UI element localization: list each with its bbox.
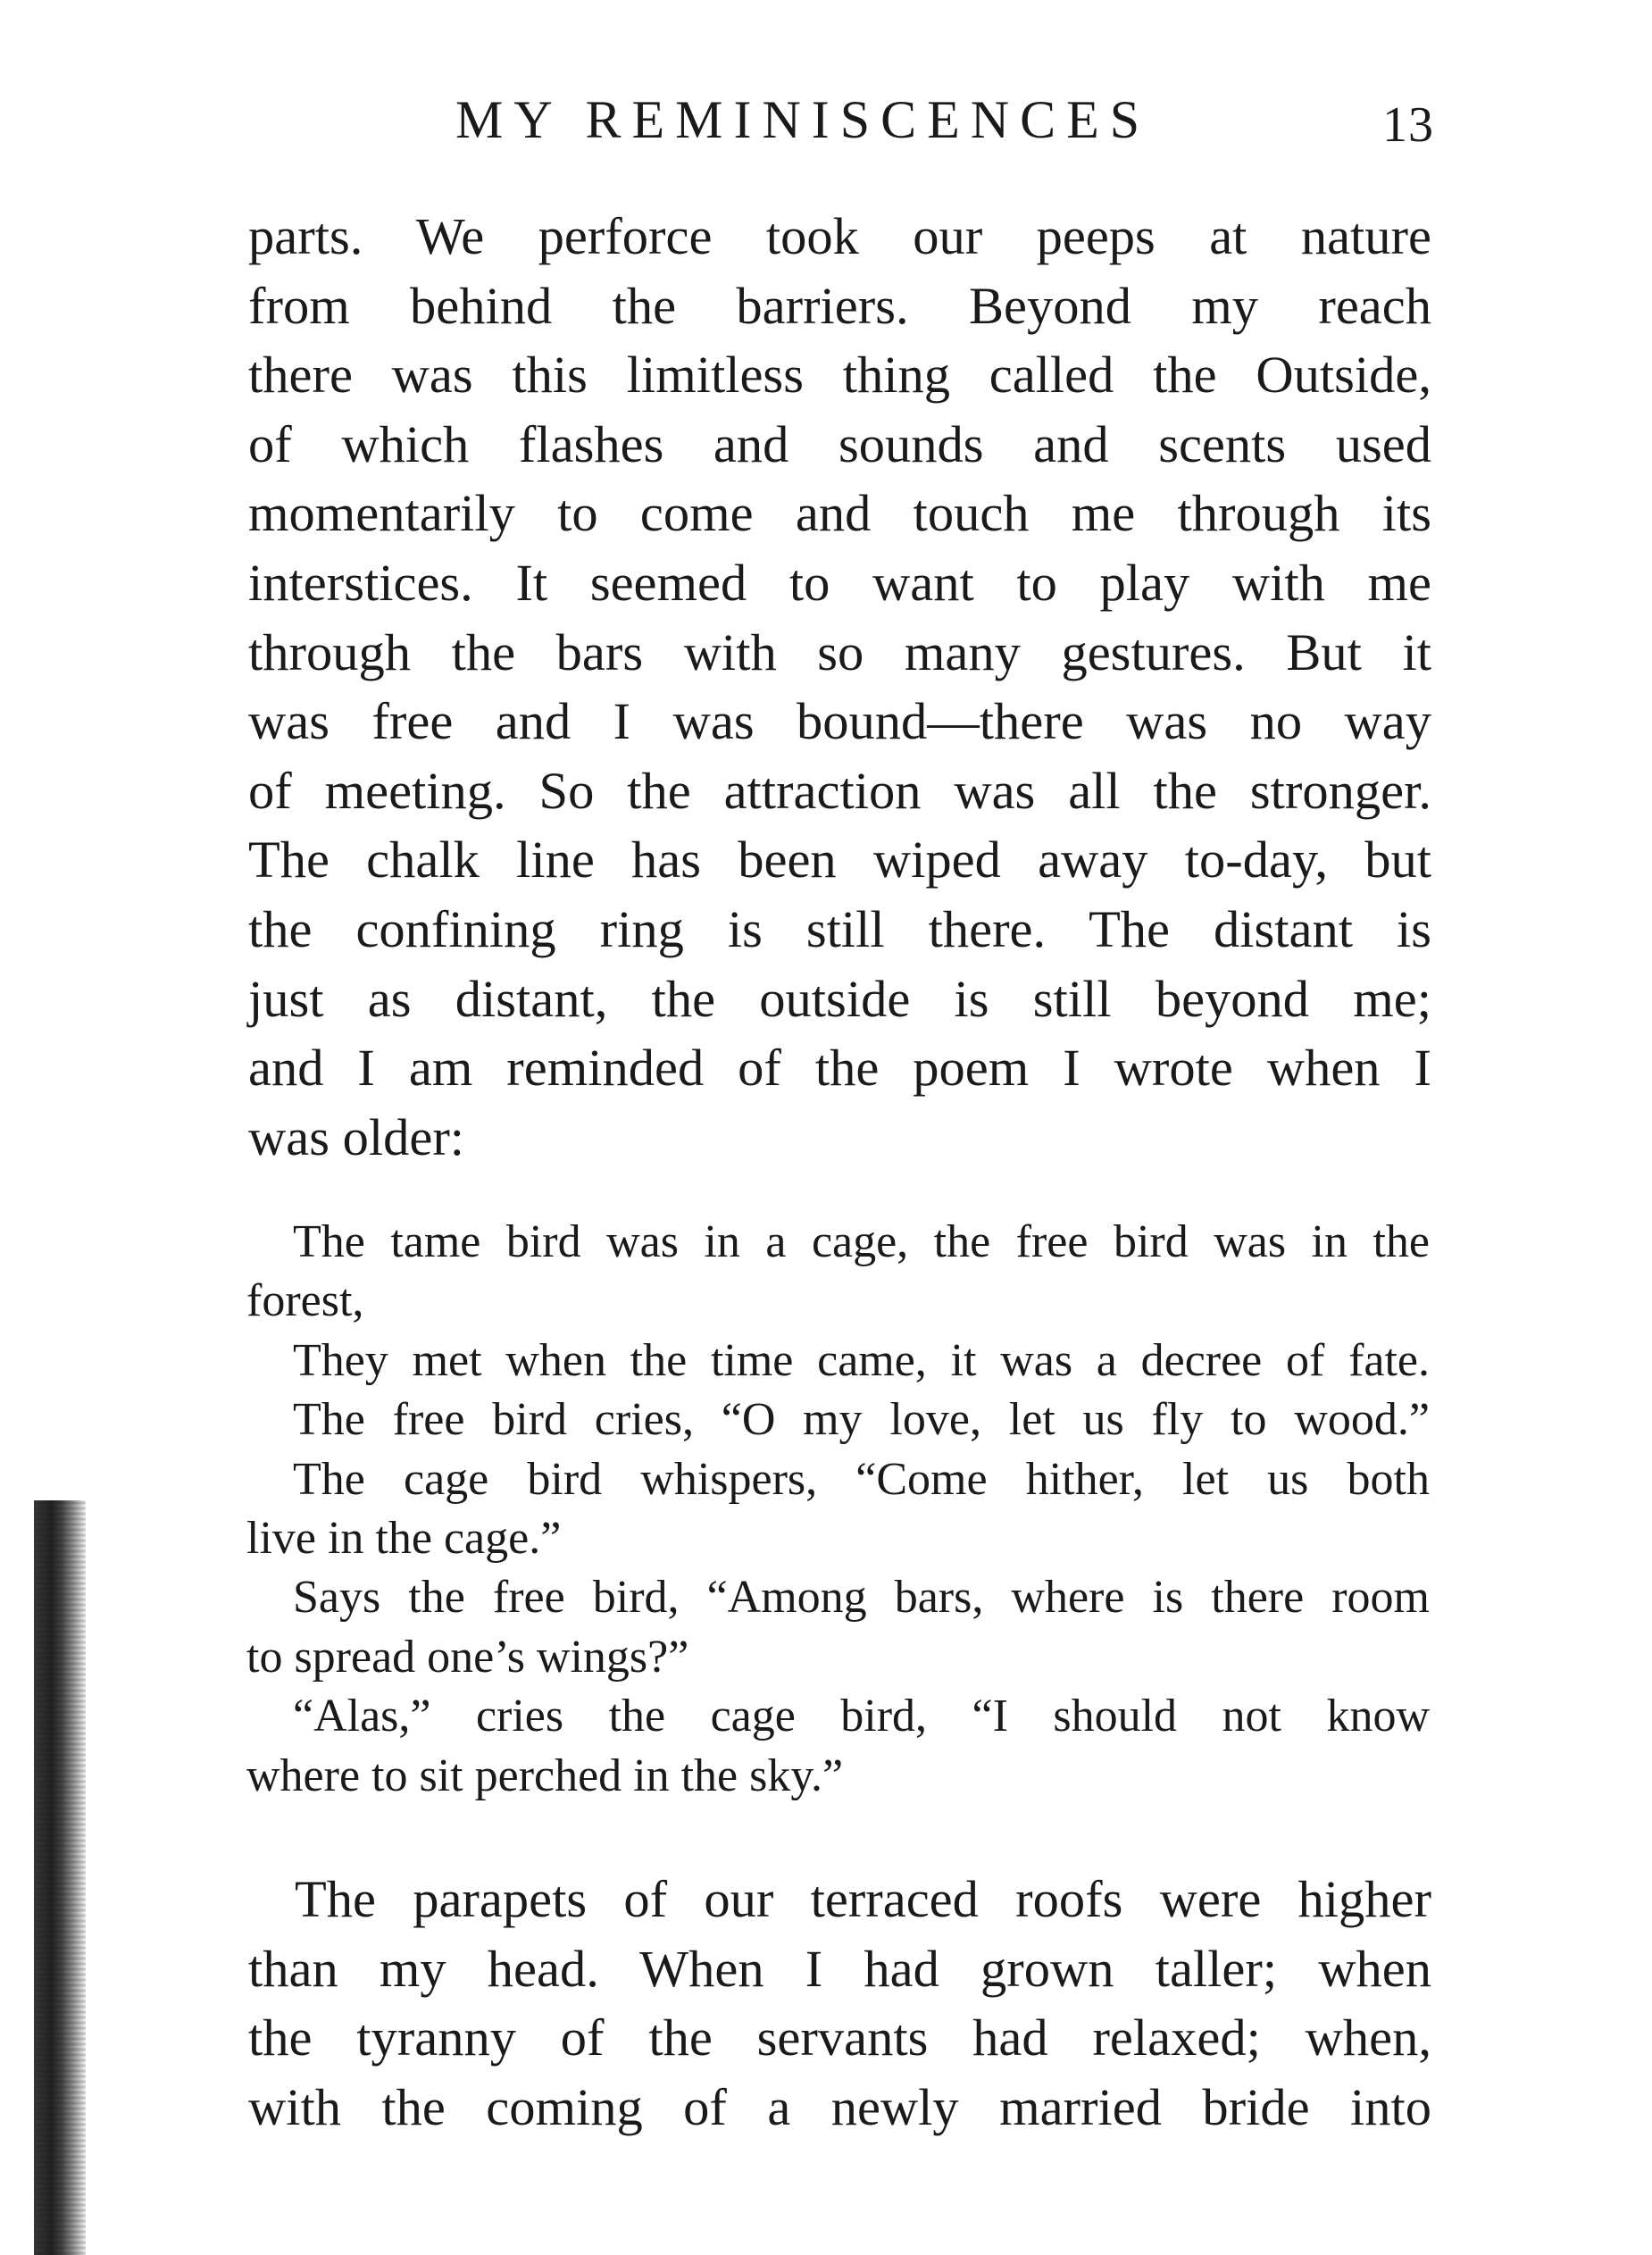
closing-paragraph	[248, 1865, 1431, 2142]
page-header	[0, 89, 1652, 161]
text-line: of which flashes and sounds and scents used	[248, 414, 1431, 473]
poem-line: The tame bird was in a cage, the free bird was in the	[293, 1216, 1430, 1267]
poem-line: Says the free bird, “Among bars, where is there room	[293, 1572, 1430, 1624]
text-line: parts. We perforce took our peeps at nature	[248, 207, 1431, 265]
poem-line: to spread one’s wings?”	[246, 1631, 689, 1683]
page-number: 13	[1382, 97, 1434, 153]
text-line: with the coming of a newly married bride into	[248, 2077, 1431, 2136]
text-line: was free and I was bound—there was no way	[248, 692, 1431, 751]
text-line: through the bars with so many gestures. But it	[248, 622, 1431, 681]
text-line: of meeting. So the attraction was all the stronger.	[248, 761, 1431, 820]
body-paragraph	[248, 202, 1431, 1172]
text-line: The chalk line has been wiped away to-day, but	[248, 831, 1431, 889]
text-line: just as distant, the outside is still beyond me;	[248, 969, 1431, 1028]
text-line: The parapets of our terraced roofs were higher	[295, 1870, 1431, 1928]
poem-line: They met when the time came, it was a decree of fate.	[293, 1334, 1430, 1386]
text-line: the confining ring is still there. The distant is	[248, 899, 1431, 958]
poem-block	[246, 1213, 1430, 1806]
text-line: than my head. When I had grown taller; when	[248, 1939, 1431, 1998]
text-line: momentarily to come and touch me through its	[248, 484, 1431, 543]
text-line: and I am reminded of the poem I wrote when I	[248, 1039, 1431, 1098]
poem-line: The free bird cries, “O my love, let us fly to wood.”	[293, 1394, 1430, 1446]
poem-line: where to sit perched in the sky.”	[246, 1750, 844, 1801]
text-line: the tyranny of the servants had relaxed; when,	[248, 2009, 1431, 2067]
text-line: from behind the barriers. Beyond my reach	[248, 276, 1431, 335]
poem-line: forest,	[246, 1275, 364, 1327]
poem-line: “Alas,” cries the cage bird, “I should not know	[293, 1691, 1430, 1742]
text-line: was older:	[248, 1107, 465, 1166]
binding-shadow	[34, 1500, 86, 2255]
running-title: MY REMINISCENCES	[455, 90, 1151, 149]
text-line: there was this limitless thing called the Outside,	[248, 346, 1431, 405]
text-line: interstices. It seemed to want to play with me	[248, 553, 1431, 612]
poem-line: The cage bird whispers, “Come hither, let us both	[293, 1453, 1430, 1505]
poem-line: live in the cage.”	[246, 1512, 562, 1564]
